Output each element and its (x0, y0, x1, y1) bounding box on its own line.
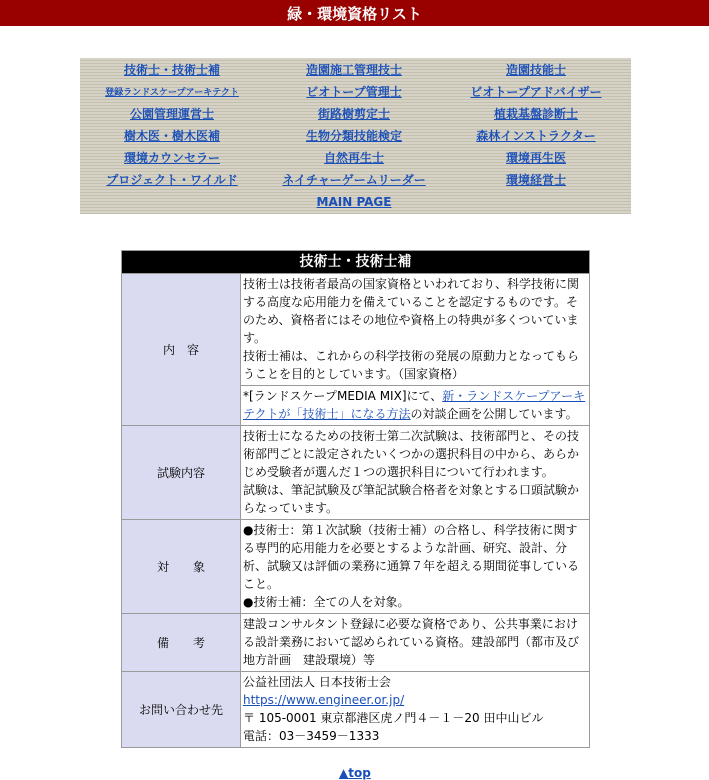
row-label-naiyou: 内 容 (122, 274, 241, 426)
row-value-shiken (241, 426, 590, 520)
nav-link-main-page[interactable]: MAIN PAGE (316, 195, 392, 209)
nav-link-gairoju[interactable]: 街路樹剪定士 (317, 107, 391, 121)
row-label-bikou: 備 考 (122, 614, 241, 672)
nav-link-kankyo-saiseii[interactable]: 環境再生医 (505, 151, 567, 165)
shiken-paragraph-2: 試験は、筆記試験及び筆記試験合格者を対象とする口頭試験からなっています。 (243, 483, 580, 515)
nav-link-jumokui[interactable]: 樹木医・樹木医補 (123, 129, 221, 143)
contact-phone: 電話：03－3459－1333 (243, 729, 380, 743)
row-value-naiyou (241, 274, 590, 386)
shiken-paragraph-1: 技術士になるための技術士第二次試験は、技術部門と、その技術部門ごとに設定されたいくつかの選択科目の中から、あらかじめ受験者が選んだ１つの選択科目について行われます。 (243, 429, 580, 479)
page-title: 緑・環境資格リスト (0, 0, 709, 26)
contact-org: 公益社団法人 日本技術士会 (243, 675, 391, 689)
note-suffix: の対談企画を公開しています。 (410, 407, 578, 421)
note-prefix: *[ランドスケープMEDIA MIX]にて、 (243, 389, 443, 403)
back-to-top-link[interactable]: ▲top (339, 766, 371, 780)
nav-link-shokusai[interactable]: 植栽基盤診断士 (493, 107, 579, 121)
nav-link-project-wild[interactable]: プロジェクト・ワイルド (106, 173, 238, 187)
section-title: 技術士・技術士補 (122, 251, 590, 274)
row-value-bikou (241, 614, 590, 672)
naiyou-paragraph-1: 技術士は技術者最高の国家資格といわれており、科学技術に関する高度な応用能力を備えていることを認定するものです。そのため、資格者にはその地位や資格上の特典が多くついています。 (243, 277, 580, 345)
row-label-contact: お問い合わせ先 (122, 672, 241, 748)
nav-link-shizen-saisei[interactable]: 自然再生士 (323, 151, 385, 165)
nav-link-biotope-kanri[interactable]: ビオトープ管理士 (306, 85, 402, 99)
row-value-note (241, 386, 590, 426)
contact-url-link[interactable]: https://www.engineer.or.jp/ (243, 693, 405, 707)
bikou-paragraph: 建設コンサルタント登録に必要な資格であり、公共事業における設計業務において認められている資格。建設部門（都市及び地方計画 建設環境）等 (243, 617, 580, 667)
qualification-table (121, 250, 590, 748)
taishou-paragraph-2: ●技術士補：全ての人を対象。 (243, 595, 410, 609)
qualification-nav (80, 58, 631, 214)
naiyou-paragraph-2: 技術士補は、これからの科学技術の発展の原動力となってもらうことを目的としています。（国家資格） (243, 349, 580, 381)
nav-link-zouen-sekou[interactable]: 造園施工管理技士 (305, 63, 403, 77)
note-article-link[interactable]: 新・ランドスケープアーキテクトが「技術士」になる方法 (243, 389, 586, 421)
taishou-paragraph-1: ●技術士：第１次試験（技術士補）の合格し、科学技術に関する専門的応用能力を必要とするような計画、研究、設計、分析、試験又は評価の業務に通算７年を超える期間従事していること。 (243, 523, 580, 591)
nav-link-kouen-kanri[interactable]: 公園管理運営士 (129, 107, 215, 121)
nav-link-kankyo-keiei[interactable]: 環境経営士 (505, 173, 567, 187)
nav-link-seibutsu-bunrui[interactable]: 生物分類技能検定 (305, 129, 403, 143)
nav-link-shinrin[interactable]: 森林インストラクター (476, 129, 596, 143)
nav-link-gijutsushi[interactable]: 技術士・技術士補 (123, 63, 221, 77)
nav-link-zouen-ginou[interactable]: 造園技能士 (505, 63, 567, 77)
row-label-shiken: 試験内容 (122, 426, 241, 520)
row-label-taishou: 対 象 (122, 520, 241, 614)
contact-address: 〒 105-0001 東京都港区虎ノ門４－１－20 田中山ビル (243, 711, 544, 725)
nav-link-biotope-adviser[interactable]: ビオトープアドバイザー (470, 85, 602, 99)
row-value-contact (241, 672, 590, 748)
nav-link-nature-game[interactable]: ネイチャーゲームリーダー (282, 173, 426, 187)
nav-link-kankyo-counselor[interactable]: 環境カウンセラー (123, 151, 221, 165)
nav-link-rla[interactable]: 登録ランドスケープアーキテクト (105, 88, 239, 98)
row-value-taishou (241, 520, 590, 614)
